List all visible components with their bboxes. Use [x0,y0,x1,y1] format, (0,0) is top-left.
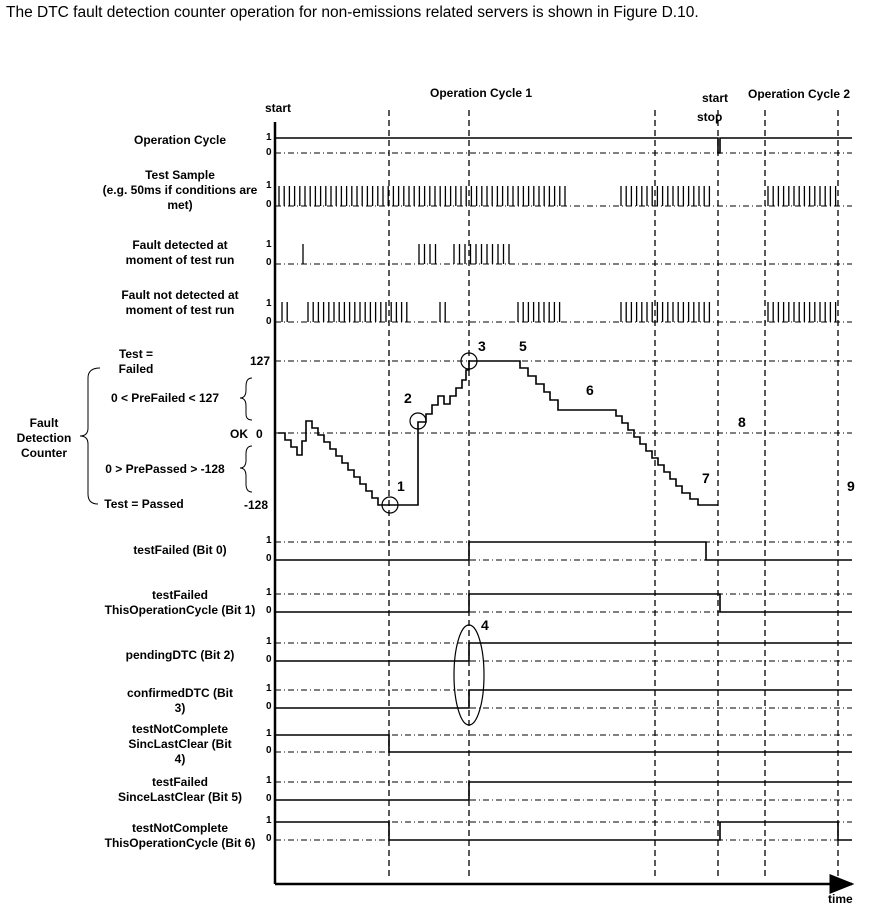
marker-6: 6 [586,382,594,398]
row-label-operation-cycle: Operation Cycle [133,133,227,147]
outer-brace [80,368,100,504]
level-0-bit0: 0 [266,553,272,564]
level-1-operation-cycle: 1 [266,132,272,143]
annotation-circles [382,353,484,725]
row-label-test-failed-bit0: testFailed (Bit 0) [133,543,227,557]
level-0-bit5: 0 [266,793,272,804]
level-1-bit4: 1 [266,728,272,739]
level-1-fault-not-detected: 1 [266,298,272,309]
level-0-fault-detected: 0 [266,257,272,268]
counter-brackets [80,368,252,504]
row-label-fault-detected: Fault detected at moment of test run [125,238,235,267]
marker-3: 3 [478,338,486,354]
start-label-2: start [702,91,729,105]
row-label-pending-dtc-bit2: pendingDTC (Bit 2) [125,648,235,662]
row-label-tf-this-op-cycle-bit1: testFailed ThisOperationCycle (Bit 1) [104,588,256,617]
level-1-bit3: 1 [266,683,272,694]
row-label-tf-since-last-clear-bit5: testFailed SinceLastClear (Bit 5) [117,775,243,804]
marker-5: 5 [519,338,527,354]
fault-detection-counter-label: Fault Detection Counter [16,416,72,460]
level-1-bit5: 1 [266,775,272,786]
level-0-bit4: 0 [266,745,272,756]
tick-label-minus-128: -128 [244,498,269,512]
level-1-bit1: 1 [266,587,272,598]
row-label-tnc-this-op-cycle-bit6: testNotComplete ThisOperationCycle (Bit 6) [104,821,256,850]
marker-4: 4 [481,617,489,633]
start-label: start [265,101,292,115]
time-label: time [828,892,853,906]
level-1-bit6: 1 [266,815,272,826]
row-label-test-sample: Test Sample (e.g. 50ms if conditions are met) [102,168,258,212]
level-0-test-sample: 0 [266,199,272,210]
prepassed-brace [240,446,252,492]
level-1-bit2: 1 [266,636,272,647]
level-0-fault-not-detected: 0 [266,316,272,327]
test-sample-pulses [279,186,836,206]
marker-7: 7 [702,470,710,486]
stop-label: stop [697,110,723,124]
test-passed-state-label: Test = Passed [104,497,184,511]
level-1-bit0: 1 [266,535,272,546]
level-1-test-sample: 1 [266,180,272,191]
level-0-bit1: 0 [266,605,272,616]
marker-9: 9 [847,478,855,494]
tick-label-ok: OK [230,427,248,441]
phase-dashes [389,110,838,880]
level-0-operation-cycle: 0 [266,147,272,158]
marker-2: 2 [404,390,412,406]
prefailed-brace [240,378,252,420]
row-label-confirmed-dtc-bit3: confirmedDTC (Bit 3) [127,686,233,715]
fault-detected-pulses [303,244,509,264]
prepassed-range-label: 0 > PrePassed > -128 [105,462,225,476]
tick-label-127: 127 [250,354,271,368]
operation-cycle-2-label: Operation Cycle 2 [748,87,851,101]
marker-1: 1 [397,478,405,494]
operation-cycle-1-label: Operation Cycle 1 [430,86,533,100]
test-failed-state-label: Test = Failed [118,347,154,376]
figure-caption: The DTC fault detection counter operation for non-emissions related servers is shown in Figure D.10. [6,4,699,21]
row-label-tnc-since-last-clear-bit4: testNotComplete SincLastClear (Bit 4) [128,722,232,766]
prefailed-range-label: 0 < PreFailed < 127 [110,391,220,405]
level-1-fault-detected: 1 [266,239,272,250]
tick-label-0: 0 [256,427,263,441]
level-0-bit6: 0 [266,833,272,844]
reference-lines [275,153,852,840]
fault-not-detected-pulses [282,302,836,322]
level-0-bit3: 0 [266,701,272,712]
row-label-fault-not-detected: Fault not detected at moment of test run [121,288,239,317]
level-0-bit2: 0 [266,654,272,665]
marker-8: 8 [738,414,746,430]
